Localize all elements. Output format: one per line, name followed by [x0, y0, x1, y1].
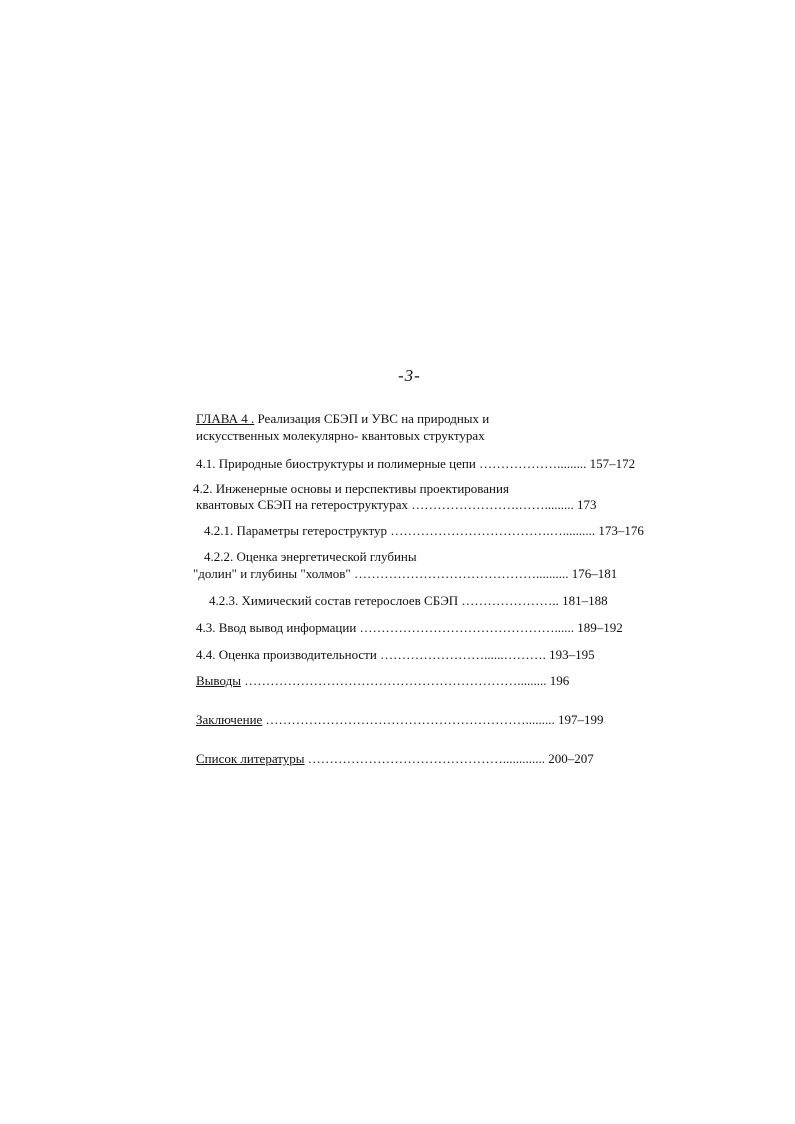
- toc-entry-pages: 157–172: [589, 456, 636, 471]
- toc-entry-text: Выводы: [196, 673, 241, 688]
- toc-entry-pages: 176–181: [571, 566, 618, 581]
- toc-entry-dots: …………………….…….........: [411, 497, 574, 512]
- toc-entry-text: Список литературы: [196, 751, 305, 766]
- toc-entry-text: 4.3. Ввод вывод информации: [196, 620, 357, 635]
- toc-entry-4-2-2-line1: 4.2.2. Оценка энергетической глубины: [204, 549, 417, 564]
- toc-entry-text: "долин" и глубины "холмов": [193, 566, 351, 581]
- chapter-title-line1: Реализация СБЭП и УВС на природных и: [257, 411, 490, 426]
- toc-entry-4-4: [196, 647, 595, 663]
- toc-entry-4-2-3: [209, 593, 608, 609]
- toc-entry-pages: 193–195: [549, 647, 595, 662]
- toc-entry-pages: 189–192: [577, 620, 623, 635]
- toc-entry-pages: 173–176: [598, 523, 644, 538]
- toc-entry-4-2: [196, 497, 597, 513]
- toc-entry-dots: ……………………………………..........: [353, 566, 569, 581]
- toc-entry-dots: ……………….........: [479, 456, 587, 471]
- toc-entry-dots: ……………………………………………………….........: [244, 673, 547, 688]
- toc-entry-dots: ………………………………………......: [359, 620, 575, 635]
- toc-entry-4-2-line1: 4.2. Инженерные основы и перспективы проектирования: [193, 481, 509, 496]
- toc-entry-pages: 200–207: [548, 751, 594, 766]
- toc-entry-references: [196, 751, 594, 767]
- toc-entry-summary: [196, 712, 604, 728]
- chapter-label: ГЛАВА 4 .: [196, 411, 255, 426]
- toc-entry-text: 4.4. Оценка производительности: [196, 647, 377, 662]
- toc-entry-text: квантовых СБЭП на гетероструктурах: [196, 497, 409, 512]
- toc-entry-pages: 181–188: [562, 593, 608, 608]
- toc-entry-4-2-1: [204, 523, 644, 539]
- toc-entry-dots: ……………………………….…..........: [390, 523, 596, 538]
- toc-entry-pages: 173: [577, 497, 597, 512]
- chapter-heading: [196, 411, 489, 427]
- toc-entry-conclusions: [196, 673, 569, 689]
- toc-entry-text: Заключение: [196, 712, 263, 727]
- page-number: -3-: [398, 366, 421, 385]
- toc-entry-dots: …………………..: [461, 593, 559, 608]
- toc-entry-dots: ……………………......……….: [380, 647, 546, 662]
- toc-entry-text: 4.2.3. Химический состав гетерослоев СБЭП: [209, 593, 459, 608]
- chapter-title-line2: искусственных молекулярно- квантовых структурах: [196, 428, 485, 443]
- toc-entry-4-3: [196, 620, 623, 636]
- toc-entry-dots: ……………………………………….............: [307, 751, 545, 766]
- toc-entry-4-1: [196, 456, 635, 472]
- toc-entry-text: 4.2.1. Параметры гетероструктур: [204, 523, 388, 538]
- toc-entry-dots: …………………………………………………….........: [265, 712, 555, 727]
- toc-entry-pages: 197–199: [558, 712, 604, 727]
- toc-entry-4-2-2: [193, 566, 617, 582]
- toc-entry-text: 4.1. Природные биоструктуры и полимерные цепи: [196, 456, 476, 471]
- toc-entry-pages: 196: [549, 673, 570, 688]
